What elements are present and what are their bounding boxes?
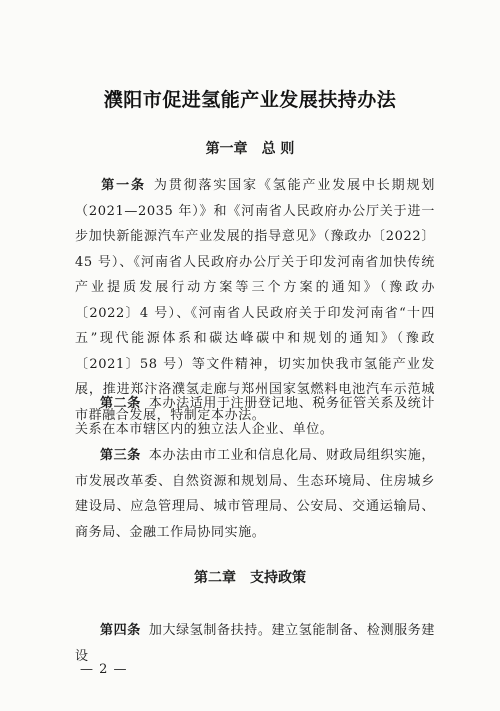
article-4 bbox=[75, 618, 435, 669]
article-label: 第三条 bbox=[100, 448, 141, 463]
article-2 bbox=[75, 391, 435, 442]
page-number: — 2 — bbox=[80, 662, 128, 677]
article-1 bbox=[75, 173, 435, 428]
article-text: 加大绿氢制备扶持。建立氢能制备、检测服务建设 bbox=[75, 623, 435, 664]
chapter-label: 第一章 bbox=[205, 141, 248, 157]
chapter-name: 支持政策 bbox=[250, 570, 306, 586]
article-text: 本办法适用于注册登记地、税务征管关系及统计关系在本市辖区内的独立法人企业、单位。 bbox=[75, 396, 435, 437]
document-title: 濮阳市促进氢能产业发展扶持办法 bbox=[103, 89, 397, 111]
chapter-heading-2 bbox=[0, 567, 500, 587]
chapter-heading-1 bbox=[0, 138, 500, 158]
article-3 bbox=[75, 443, 435, 545]
article-text: 为贯彻落实国家《氢能产业发展中长期规划（2021—2035 年）》和《河南省人民政府办公厅关于进一步加快新能源汽车产业发展的指导意见》（豫政办〔2022〕45 号）、《河南省人民政府办公厅关于印发河南省加快传统产业提质发展行动方案等三个方案的通知》（豫政办〔2022〕4 号）、《河南省人民政府关于印发河南省“十四五”现代能源体系和碳达峰碳中和规划的通知》（豫政〔2021〕58 号）等文件精神，切实加快我市氢能产业发展，推进郑汴洛濮氢走廊与郑州国家氢燃料电池汽车示范城市群融合发展，特制定本办法。 bbox=[75, 178, 435, 423]
chapter-name: 总 则 bbox=[261, 141, 295, 157]
article-label: 第一条 bbox=[100, 178, 146, 193]
article-text: 本办法由市工业和信息化局、财政局组织实施，市发展改革委、自然资源和规划局、生态环境局、住房城乡建设局、应急管理局、城市管理局、公安局、交通运输局、商务局、金融工作局协同实施。 bbox=[75, 448, 435, 540]
article-label: 第四条 bbox=[100, 623, 141, 638]
chapter-label: 第二章 bbox=[194, 570, 236, 586]
article-label: 第二条 bbox=[100, 396, 141, 411]
